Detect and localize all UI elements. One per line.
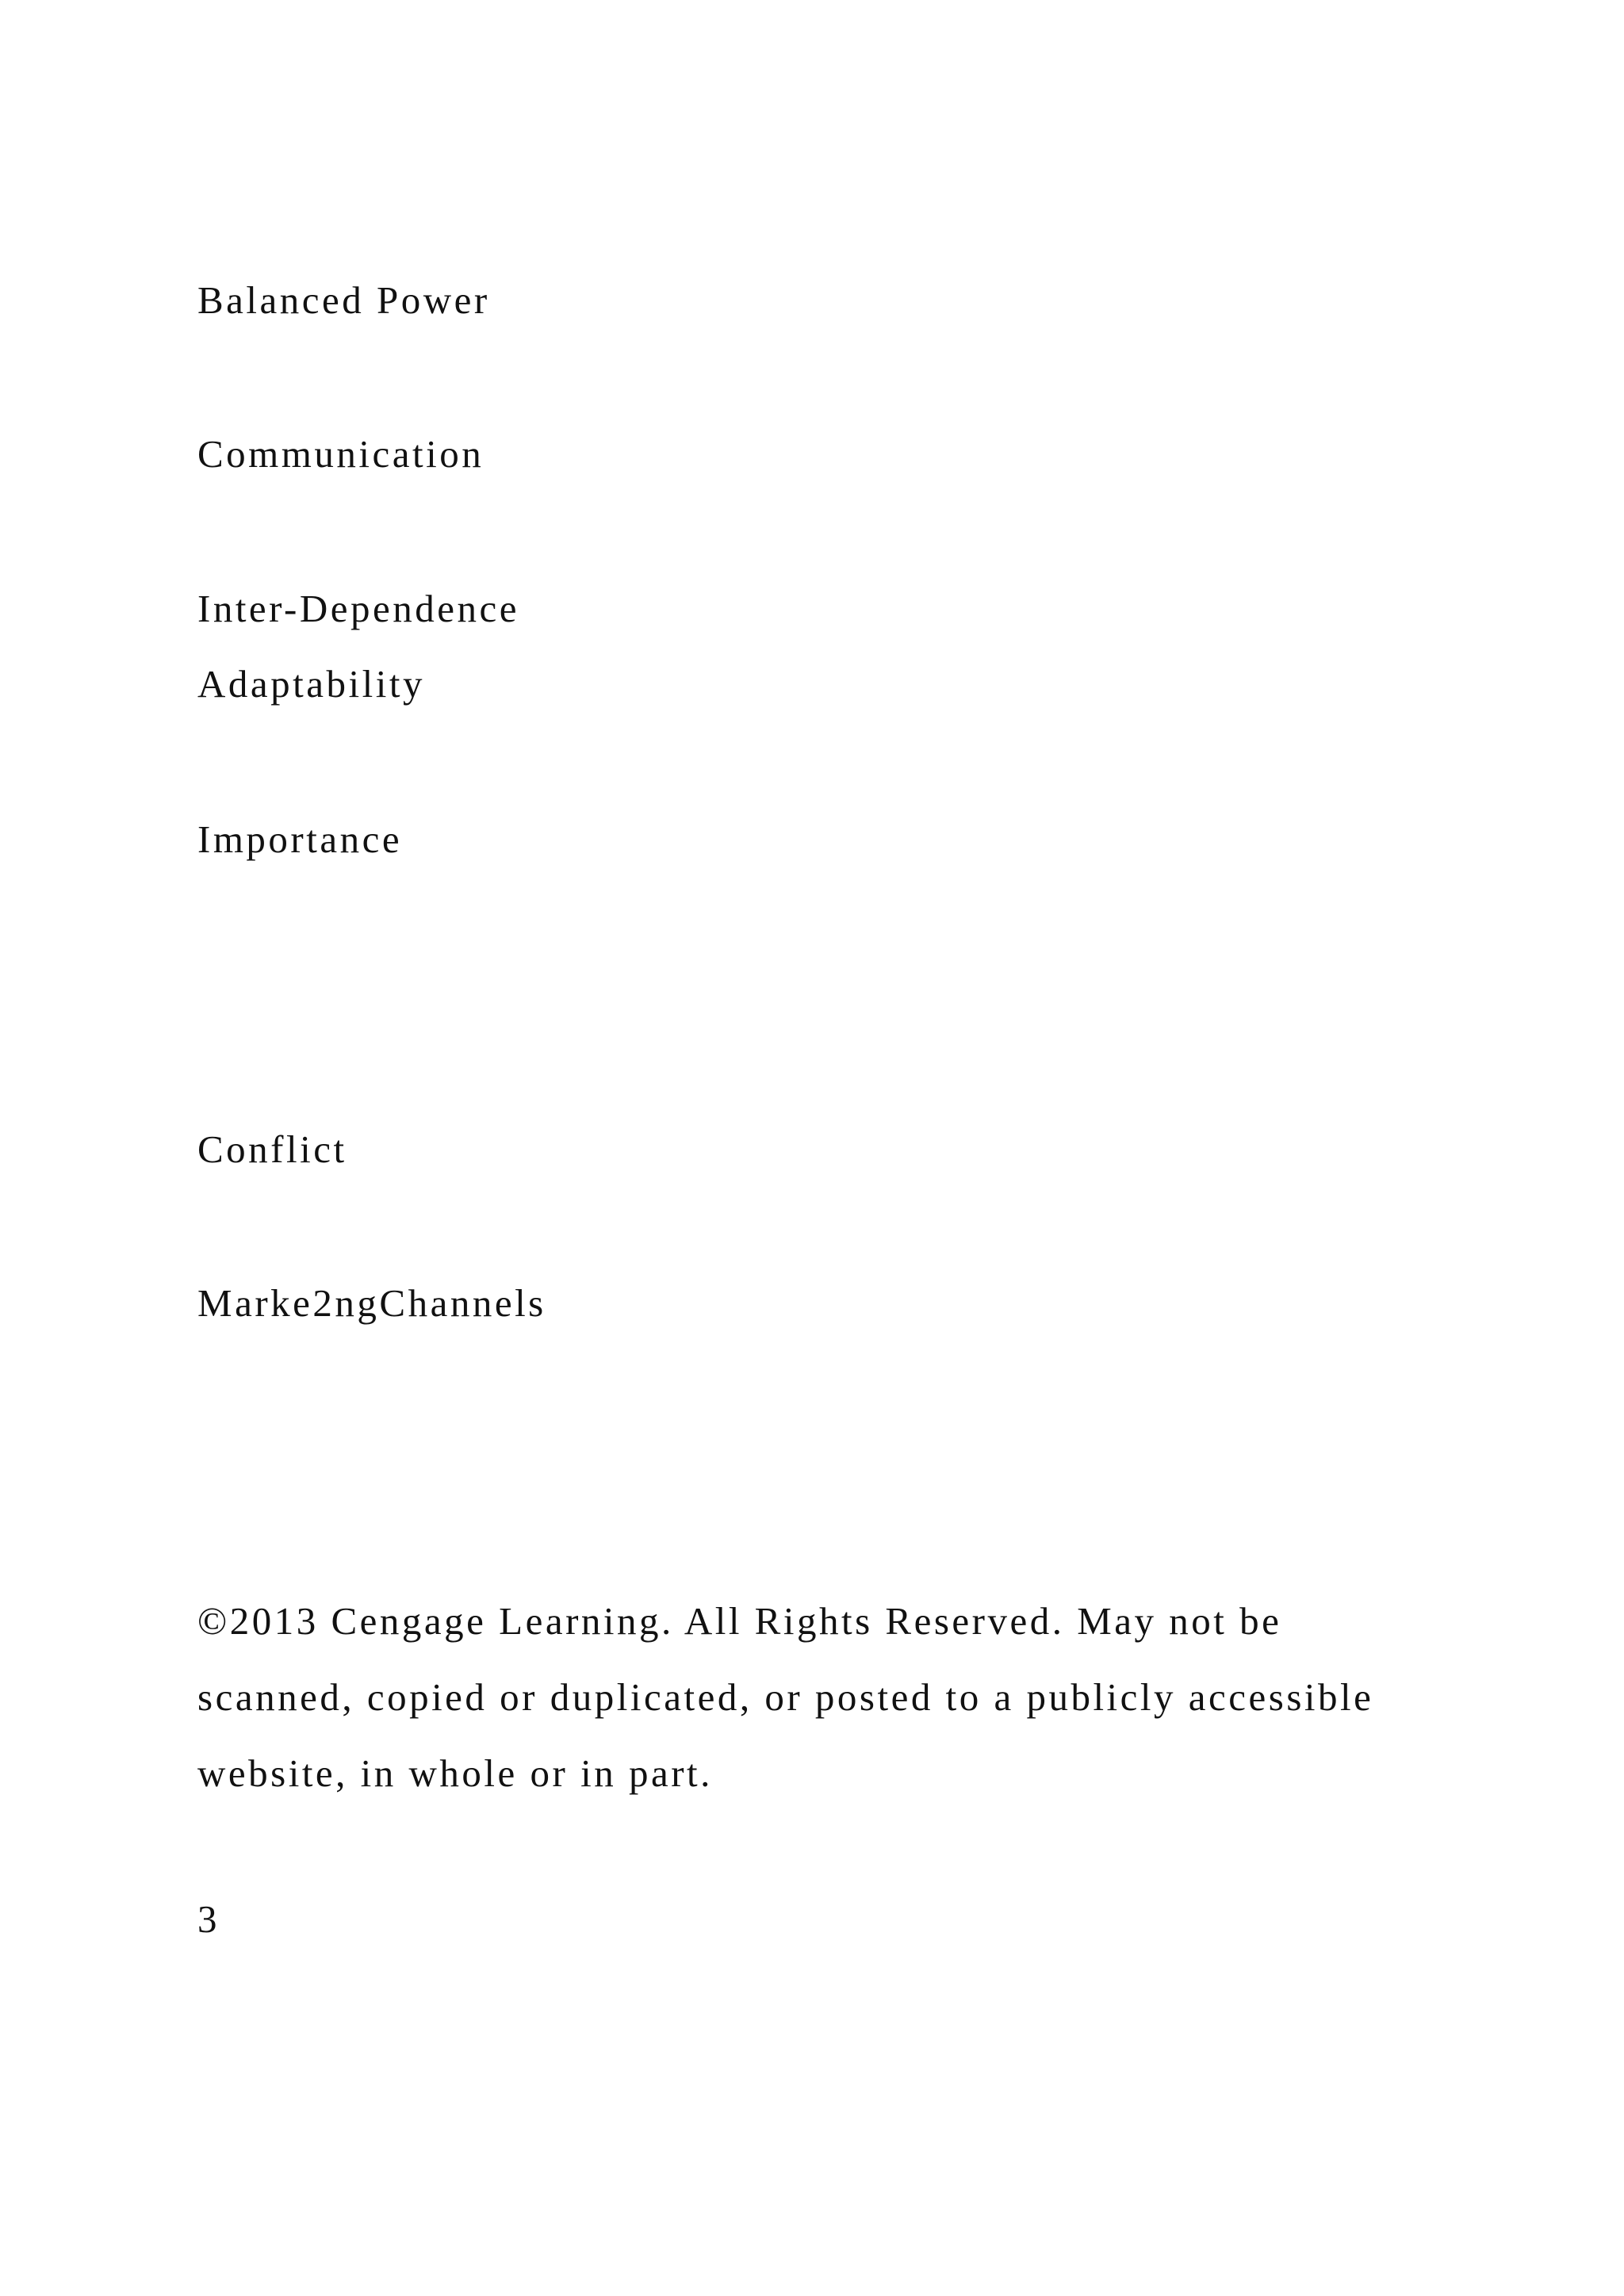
copyright-line-1: ©2013 Cengage Learning. All Rights Reserved. May not be bbox=[197, 1599, 1282, 1643]
item-conflict: Conflict bbox=[197, 1127, 347, 1171]
item-importance: Importance bbox=[197, 817, 403, 861]
page-number: 3 bbox=[197, 1897, 220, 1941]
copyright-line-3: website, in whole or in part. bbox=[197, 1751, 713, 1795]
item-communication: Communication bbox=[197, 432, 485, 476]
item-inter-dependence: Inter-Dependence bbox=[197, 587, 519, 630]
copyright-line-2: scanned, copied or duplicated, or posted to a publicly accessible bbox=[197, 1675, 1374, 1719]
copyright-notice bbox=[197, 1583, 1545, 1812]
item-marketing-channels: Marke2ngChannels bbox=[197, 1281, 546, 1325]
item-adaptability: Adaptability bbox=[197, 662, 425, 706]
item-balanced-power: Balanced Power bbox=[197, 278, 490, 322]
